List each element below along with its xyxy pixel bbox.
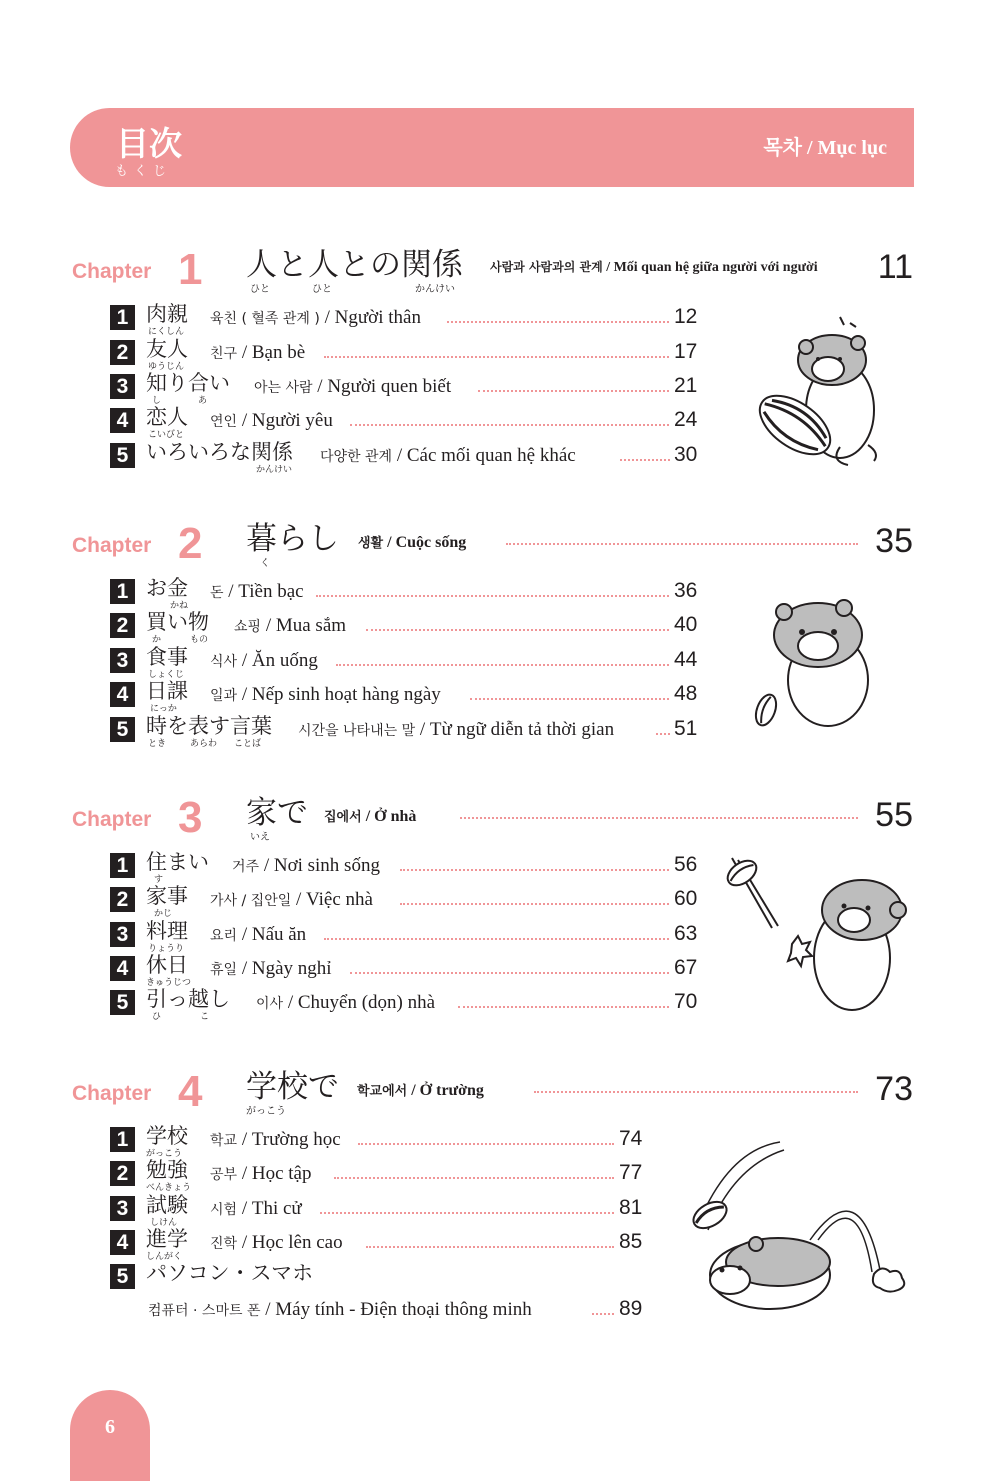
- toc-item[interactable]: [110, 1124, 650, 1159]
- item-number-badge: 3: [110, 648, 135, 673]
- item-number-badge: 5: [110, 717, 135, 742]
- item-title: パソコン・スマホ: [146, 1261, 314, 1285]
- chapter-number: 4: [178, 1067, 203, 1116]
- toc-item[interactable]: [110, 953, 705, 988]
- item-ruby: しんがく: [146, 1252, 183, 1262]
- item-number-badge: 1: [110, 1127, 135, 1152]
- item-page: 48: [674, 682, 698, 705]
- item-title: 時を表す言葉: [146, 714, 272, 738]
- item-translation: 쇼핑 / Mua sắm: [234, 615, 347, 636]
- chapter-3-heading[interactable]: [70, 793, 915, 854]
- hamster-icon: [722, 848, 917, 1023]
- item-page: 17: [674, 340, 698, 363]
- item-number-badge: 4: [110, 1230, 135, 1255]
- item-ruby: ゆうじん: [148, 362, 185, 372]
- item-translation: 가사 / 집안일 / Việc nhà: [210, 889, 373, 910]
- item-title: お金: [146, 576, 188, 600]
- chapter-4-heading[interactable]: [70, 1067, 915, 1128]
- toc-item[interactable]: [110, 884, 705, 919]
- item-translation: 이사 / Chuyển (dọn) nhà: [256, 992, 436, 1013]
- item-ruby: がっこう: [146, 1149, 183, 1159]
- item-page: 77: [619, 1161, 643, 1184]
- leader-dots: [656, 733, 670, 735]
- item-ruby: しょくじ: [148, 670, 185, 680]
- item-number-badge: 4: [110, 408, 135, 433]
- item-number-badge: 2: [110, 1161, 135, 1186]
- leader-dots: [447, 321, 669, 323]
- leader-dots: [400, 903, 669, 905]
- item-ruby: かね: [170, 601, 189, 611]
- item-translation: 친구 / Bạn bè: [210, 342, 306, 363]
- leader-dots: [336, 664, 669, 666]
- chapter-title: 学校で: [246, 1069, 339, 1105]
- chapter-page: 55: [875, 796, 913, 834]
- item-page: 51: [674, 717, 698, 740]
- item-page: 12: [674, 305, 698, 328]
- item-title: 恋人: [146, 405, 188, 429]
- chapter-label: Chapter: [72, 1082, 152, 1105]
- chapter-number: 3: [178, 793, 203, 842]
- chapter-number: 2: [178, 519, 203, 568]
- chapter-label: Chapter: [72, 808, 152, 831]
- toc-item[interactable]: [110, 302, 705, 337]
- item-ruby: にくしん: [148, 327, 185, 337]
- chapter-title: 人と人との関係: [246, 247, 463, 283]
- item-title: 料理: [146, 919, 188, 943]
- item-ruby: あ: [198, 396, 208, 406]
- item-ruby: ひ: [152, 1012, 162, 1022]
- toc-header: [70, 108, 914, 187]
- item-ruby: す: [154, 875, 164, 885]
- leader-dots: [366, 629, 669, 631]
- item-page: 40: [674, 613, 698, 636]
- item-title: 住まい: [146, 850, 209, 874]
- leader-dots: [366, 1246, 614, 1248]
- leader-dots: [534, 1091, 858, 1093]
- leader-dots: [316, 595, 669, 597]
- item-ruby: もの: [190, 635, 209, 645]
- leader-dots: [324, 938, 669, 940]
- item-title: 試験: [146, 1193, 188, 1217]
- toc-title: 目次: [116, 124, 182, 163]
- item-number-badge: 3: [110, 922, 135, 947]
- item-title: 学校: [146, 1124, 188, 1148]
- item-page: 89: [619, 1297, 643, 1320]
- item-number-badge: 5: [110, 1264, 135, 1289]
- item-title: 勉強: [146, 1158, 188, 1182]
- item-title: 買い物: [146, 610, 209, 634]
- leader-dots: [478, 390, 669, 392]
- leader-dots: [460, 817, 858, 819]
- item-number-badge: 1: [110, 305, 135, 330]
- item-title: 家事: [146, 884, 188, 908]
- chapter-number: 1: [178, 245, 203, 294]
- toc-item[interactable]: [110, 987, 705, 1022]
- chapter-subtitle: 사람과 사람과의 관계 / Mối quan hệ giữa người với người: [490, 260, 818, 275]
- item-ruby: かじ: [154, 909, 173, 919]
- item-ruby: ことば: [234, 739, 262, 749]
- item-number-badge: 5: [110, 443, 135, 468]
- item-translation: 시험 / Thi cử: [210, 1198, 302, 1219]
- item-ruby: しけん: [150, 1218, 178, 1228]
- chapter-label: Chapter: [72, 260, 152, 283]
- chapter-title-ruby: がっこう: [246, 1106, 286, 1117]
- item-ruby: きゅうじつ: [146, 978, 192, 988]
- item-translation: 공부 / Học tập: [210, 1163, 312, 1184]
- leader-dots: [350, 424, 669, 426]
- chapter-title-ruby: く: [260, 558, 270, 569]
- leader-dots: [358, 1143, 614, 1145]
- item-translation: 진학 / Học lên cao: [210, 1232, 343, 1253]
- hamster-icon: [748, 590, 898, 740]
- toc-item[interactable]: [110, 679, 705, 714]
- toc-item[interactable]: [110, 576, 705, 611]
- item-number-badge: 5: [110, 990, 135, 1015]
- item-number-badge: 4: [110, 682, 135, 707]
- chapter-subtitle: 집에서 / Ở nhà: [324, 808, 417, 825]
- leader-dots: [334, 1177, 614, 1179]
- item-translation: 아는 사람 / Người quen biết: [254, 376, 452, 397]
- page-number: 6: [105, 1416, 115, 1438]
- chapter-title-ruby: かんけい: [415, 284, 455, 295]
- toc-item[interactable]: [110, 371, 705, 406]
- item-page: 36: [674, 579, 698, 602]
- chapter-title-ruby: ひと: [250, 284, 270, 295]
- chapter-subtitle: 생활 / Cuộc sống: [358, 534, 467, 551]
- item-number-badge: 3: [110, 1196, 135, 1221]
- item-ruby: りょうり: [148, 944, 185, 954]
- page-number-tab: [70, 1390, 150, 1481]
- toc-title-translation: 목차 / Mục lục: [763, 137, 887, 159]
- chapter-title: 暮らし: [246, 521, 339, 557]
- leader-dots: [458, 1006, 669, 1008]
- leader-dots: [592, 1313, 614, 1315]
- item-title: 引っ越し: [146, 987, 230, 1011]
- toc-item[interactable]: [110, 610, 705, 645]
- chapter-title: 家で: [246, 795, 308, 831]
- toc-item[interactable]: [110, 440, 705, 475]
- item-ruby: か: [152, 635, 162, 645]
- item-translation: 연인 / Người yêu: [210, 410, 333, 431]
- item-page: 70: [674, 990, 698, 1013]
- chapter-title-ruby: いえ: [250, 832, 270, 843]
- item-translation: 다양한 관계 / Các mối quan hệ khác: [320, 445, 576, 466]
- leader-dots: [506, 543, 858, 545]
- item-ruby: にっか: [150, 704, 177, 714]
- item-translation: 육친 ( 혈족 관계 ) / Người thân: [210, 307, 421, 328]
- toc-item[interactable]: [110, 405, 705, 440]
- item-translation: 거주 / Nơi sinh sống: [232, 855, 380, 876]
- item-title: 進学: [146, 1227, 188, 1251]
- item-translation: 컴퓨터 · 스마트 폰 / Máy tính - Điện thoại thông minh: [148, 1299, 532, 1320]
- leader-dots: [324, 356, 669, 358]
- chapter-label: Chapter: [72, 534, 152, 557]
- item-translation: 돈 / Tiền bạc: [210, 581, 304, 602]
- item-title: いろいろな関係: [146, 440, 293, 464]
- chapter-subtitle: 학교에서 / Ở trường: [357, 1082, 484, 1099]
- leader-dots: [350, 972, 669, 974]
- item-title: 食事: [146, 645, 188, 669]
- toc-item[interactable]: [110, 1227, 650, 1262]
- item-page: 21: [674, 374, 698, 397]
- chapter-page: 11: [877, 248, 913, 286]
- item-number-badge: 2: [110, 613, 135, 638]
- item-page: 44: [674, 648, 698, 671]
- toc-item[interactable]: [110, 645, 705, 680]
- leader-dots: [320, 1212, 614, 1214]
- item-number-badge: 4: [110, 956, 135, 981]
- toc-item[interactable]: [110, 1262, 650, 1324]
- hamster-icon: [690, 1140, 915, 1325]
- chapter-page: 35: [875, 522, 913, 560]
- item-ruby: し: [152, 396, 162, 406]
- item-page: 81: [619, 1196, 643, 1219]
- toc-title-ruby: もくじ: [115, 164, 173, 179]
- item-page: 30: [674, 443, 698, 466]
- item-translation: 식사 / Ăn uống: [210, 650, 318, 671]
- item-number-badge: 1: [110, 579, 135, 604]
- item-ruby: こいびと: [148, 430, 185, 440]
- toc-item[interactable]: [110, 337, 705, 372]
- item-translation: 일과 / Nếp sinh hoạt hàng ngày: [210, 684, 441, 705]
- item-page: 74: [619, 1127, 643, 1150]
- item-ruby: あらわ: [190, 739, 218, 749]
- item-translation: 휴일 / Ngày nghỉ: [210, 958, 332, 979]
- item-ruby: かんけい: [256, 465, 293, 475]
- chapter-1-heading[interactable]: [70, 245, 915, 306]
- item-number-badge: 2: [110, 340, 135, 365]
- chapter-page: 73: [875, 1070, 913, 1108]
- item-ruby: べんきょう: [146, 1183, 192, 1193]
- item-translation: 요리 / Nấu ăn: [210, 924, 307, 945]
- chapter-title-ruby: ひと: [312, 284, 332, 295]
- leader-dots: [470, 698, 669, 700]
- item-number-badge: 3: [110, 374, 135, 399]
- item-ruby: とき: [148, 739, 167, 749]
- item-number-badge: 1: [110, 853, 135, 878]
- sunflower-seed-icon: [748, 380, 843, 470]
- toc-item[interactable]: [110, 1158, 650, 1193]
- item-page: 24: [674, 408, 698, 431]
- item-title: 肉親: [146, 302, 188, 326]
- item-page: 85: [619, 1230, 643, 1253]
- toc-item[interactable]: [110, 714, 705, 749]
- item-page: 63: [674, 922, 698, 945]
- item-translation: 시간을 나타내는 말 / Từ ngữ diễn tả thời gian: [298, 719, 615, 740]
- chapter-2-heading[interactable]: [70, 519, 915, 580]
- toc-item[interactable]: [110, 850, 705, 885]
- item-title: 友人: [146, 337, 188, 361]
- toc-item[interactable]: [110, 919, 705, 954]
- leader-dots: [400, 869, 669, 871]
- item-title: 日課: [146, 679, 188, 703]
- item-title: 知り合い: [146, 371, 230, 395]
- item-ruby: こ: [200, 1012, 210, 1022]
- item-title: 休日: [146, 953, 188, 977]
- item-page: 56: [674, 853, 698, 876]
- item-number-badge: 2: [110, 887, 135, 912]
- toc-item[interactable]: [110, 1193, 650, 1228]
- leader-dots: [620, 459, 670, 461]
- item-page: 67: [674, 956, 698, 979]
- item-translation: 학교 / Trường học: [210, 1129, 341, 1150]
- item-page: 60: [674, 887, 698, 910]
